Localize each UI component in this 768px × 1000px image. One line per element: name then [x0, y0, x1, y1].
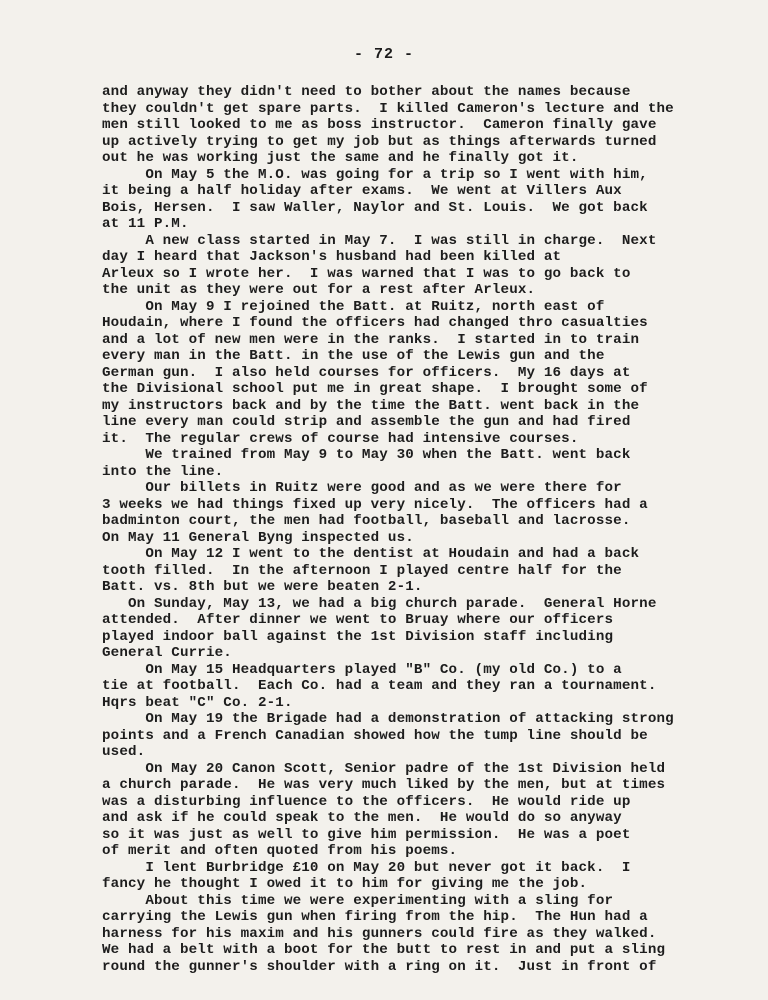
text-line: they couldn't get spare parts. I killed Cameron's lecture and the	[102, 100, 674, 117]
text-line: men still looked to me as boss instructor. Cameron finally gave	[102, 117, 657, 133]
text-line: harness for his maxim and his gunners could fire as they walked.	[102, 925, 657, 942]
text-line: at 11 P.M.	[102, 216, 189, 232]
text-line: We trained from May 9 to May 30 when the Batt. went back	[102, 447, 631, 463]
text-line: On May 9 I rejoined the Batt. at Ruitz, north east of	[102, 298, 605, 315]
text-line: line every man could strip and assemble the gun and had fired	[102, 414, 631, 430]
text-line: Arleux so I wrote her. I was warned that I was to go back to	[102, 265, 631, 282]
text-line: points and a French Canadian showed how the tump line should be	[102, 727, 648, 744]
text-line: and a lot of new men were in the ranks. I started in to train	[102, 331, 640, 348]
text-line: the Divisional school put me in great shape. I brought some of	[102, 381, 648, 397]
text-line: I lent Burbridge £10 on May 20 but never got it back. I	[102, 859, 631, 876]
text-line: a church parade. He was very much liked by the men, but at times	[102, 777, 666, 793]
text-line: into the line.	[102, 463, 224, 480]
text-line: General Currie.	[102, 645, 232, 661]
text-line: attended. After dinner we went to Bruay where our officers	[102, 612, 614, 628]
page-number: - 72 -	[353, 46, 414, 63]
text-line: and anyway they didn't need to bother about the names because	[102, 84, 631, 100]
text-line: was a disturbing influence to the officers. He would ride up	[102, 793, 631, 810]
text-line: About this time we were experimenting with a sling for	[102, 892, 614, 909]
text-line: of merit and often quoted from his poems.	[102, 843, 458, 859]
text-line: Batt. vs. 8th but we were beaten 2-1.	[102, 579, 423, 595]
text-line: round the gunner's shoulder with a ring on it. Just in front of	[102, 958, 657, 975]
text-line: badminton court, the men had football, baseball and lacrosse.	[102, 513, 631, 529]
text-line: fancy he thought I owed it to him for giving me the job.	[102, 876, 588, 892]
text-line: Bois, Hersen. I saw Waller, Naylor and St. Louis. We got back	[102, 199, 648, 216]
text-line: On May 15 Headquarters played "B" Co. (my old Co.) to a	[102, 661, 622, 678]
text-line: it. The regular crews of course had intensive courses.	[102, 430, 579, 447]
text-line: On May 5 the M.O. was going for a trip so I went with him,	[102, 166, 648, 183]
text-line: day I heard that Jackson's husband had been killed at	[102, 249, 562, 265]
text-line: On May 11 General Byng inspected us.	[102, 529, 414, 546]
text-line: so it was just as well to give him permission. He was a poet	[102, 826, 631, 843]
text-line: We had a belt with a boot for the butt to rest in and put a sling	[102, 942, 666, 958]
text-line: Our billets in Ruitz were good and as we were there for	[102, 480, 622, 496]
text-line: Hqrs beat "C" Co. 2-1.	[102, 694, 293, 711]
text-line: played indoor ball against the 1st Division staff including	[102, 628, 614, 645]
text-line: up actively trying to get my job but as things afterwards turned	[102, 133, 657, 150]
text-line: and ask if he could speak to the men. He would do so anyway	[102, 810, 622, 826]
text-line: my instructors back and by the time the Batt. went back in the	[102, 397, 640, 414]
text-line: the unit as they were out for a rest after Arleux.	[102, 282, 536, 298]
text-line: every man in the Batt. in the use of the Lewis gun and the	[102, 348, 605, 364]
text-line: tie at football. Each Co. had a team and they ran a tournament.	[102, 678, 657, 694]
text-line: it being a half holiday after exams. We went at Villers Aux	[102, 183, 622, 199]
typewritten-body	[102, 84, 742, 975]
text-line: A new class started in May 7. I was still in charge. Next	[102, 232, 657, 249]
text-line: used.	[102, 744, 146, 760]
text-line: tooth filled. In the afternoon I played centre half for the	[102, 562, 622, 579]
text-line: On May 12 I went to the dentist at Houdain and had a back	[102, 546, 640, 562]
text-line: German gun. I also held courses for officers. My 16 days at	[102, 364, 631, 381]
text-line: 3 weeks we had things fixed up very nicely. The officers had a	[102, 496, 648, 513]
text-line: On Sunday, May 13, we had a big church parade. General Horne	[102, 595, 657, 612]
text-line: carrying the Lewis gun when firing from the hip. The Hun had a	[102, 909, 648, 925]
text-line: Houdain, where I found the officers had changed thro casualties	[102, 315, 648, 331]
text-line: On May 20 Canon Scott, Senior padre of the 1st Division held	[102, 760, 666, 777]
text-line: out he was working just the same and he finally got it.	[102, 150, 579, 166]
text-line: On May 19 the Brigade had a demonstration of attacking strong	[102, 711, 674, 727]
